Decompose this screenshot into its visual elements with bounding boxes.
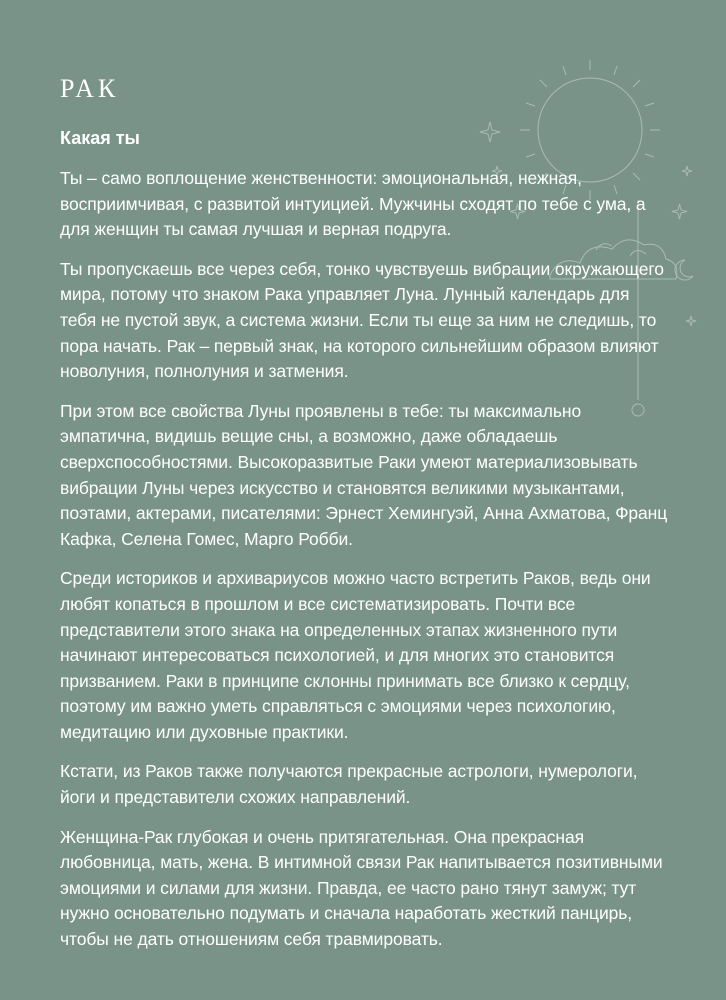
paragraph: При этом все свойства Луны проявлены в тебе: ты максимально эмпатична, видишь вещие сны, а возможно, даже обладаешь сверхспособностями. Высокоразвитые Раки умеют материализовывать вибрации Луны через искусство и становятся великими музыкантами, поэтами, актерами, писателями: Эрнест Хемингуэй, Анна Ахматова, Франц Кафка, Селена Гомес, Марго Робби.	[60, 400, 668, 549]
paragraph: Среди историков и архивариусов можно часто встретить Раков, ведь они любят копаться в прошлом и все систематизировать. Почти все представители этого знака на определенных этапах жизненного пути начинают интересоваться психологией, и для многих это становится призванием. Раки в принципе склонны принимать все близко к сердцу, поэтому им важно уметь справляться с эмоциями через психологию, медитацию или духовные практики.	[60, 568, 651, 742]
paragraph: Ты пропускаешь все через себя, тонко чувствуешь вибрации окружающего мира, потому что знаком Рака управляет Луна. Лунный календарь для тебя не пустой звук, а система жизни. Если ты еще за ним не следишь, то пора начать. Рак – первый знак, на которого сильнейшим образом влияют новолуния, полнолуния и затмения.	[60, 258, 664, 382]
section-heading: Какая ты	[60, 128, 140, 148]
paragraph: Кстати, из Раков также получаются прекрасные астрологи, нумерологи, йоги и представители схожих направлений.	[60, 761, 638, 808]
paragraph: Ты – само воплощение женственности: эмоциональная, нежная, восприимчивая, с развитой интуицией. Мужчины сходят по тебе с ума, а для женщин ты самая лучшая и верная подруга.	[60, 168, 646, 240]
paragraph: Женщина-Рак глубокая и очень притягательная. Она прекрасная любовница, мать, жена. В интимной связи Рак напитывается позитивными эмоциями и силами для жизни. Правда, ее часто рано тянут замуж; тут нужно основательно подумать и сначала наработать жесткий панцирь, чтобы не дать отношениям себя травмировать.	[60, 826, 663, 950]
page-title: РАК	[60, 74, 120, 103]
body-text	[60, 166, 670, 967]
crescent-icon	[675, 260, 693, 280]
